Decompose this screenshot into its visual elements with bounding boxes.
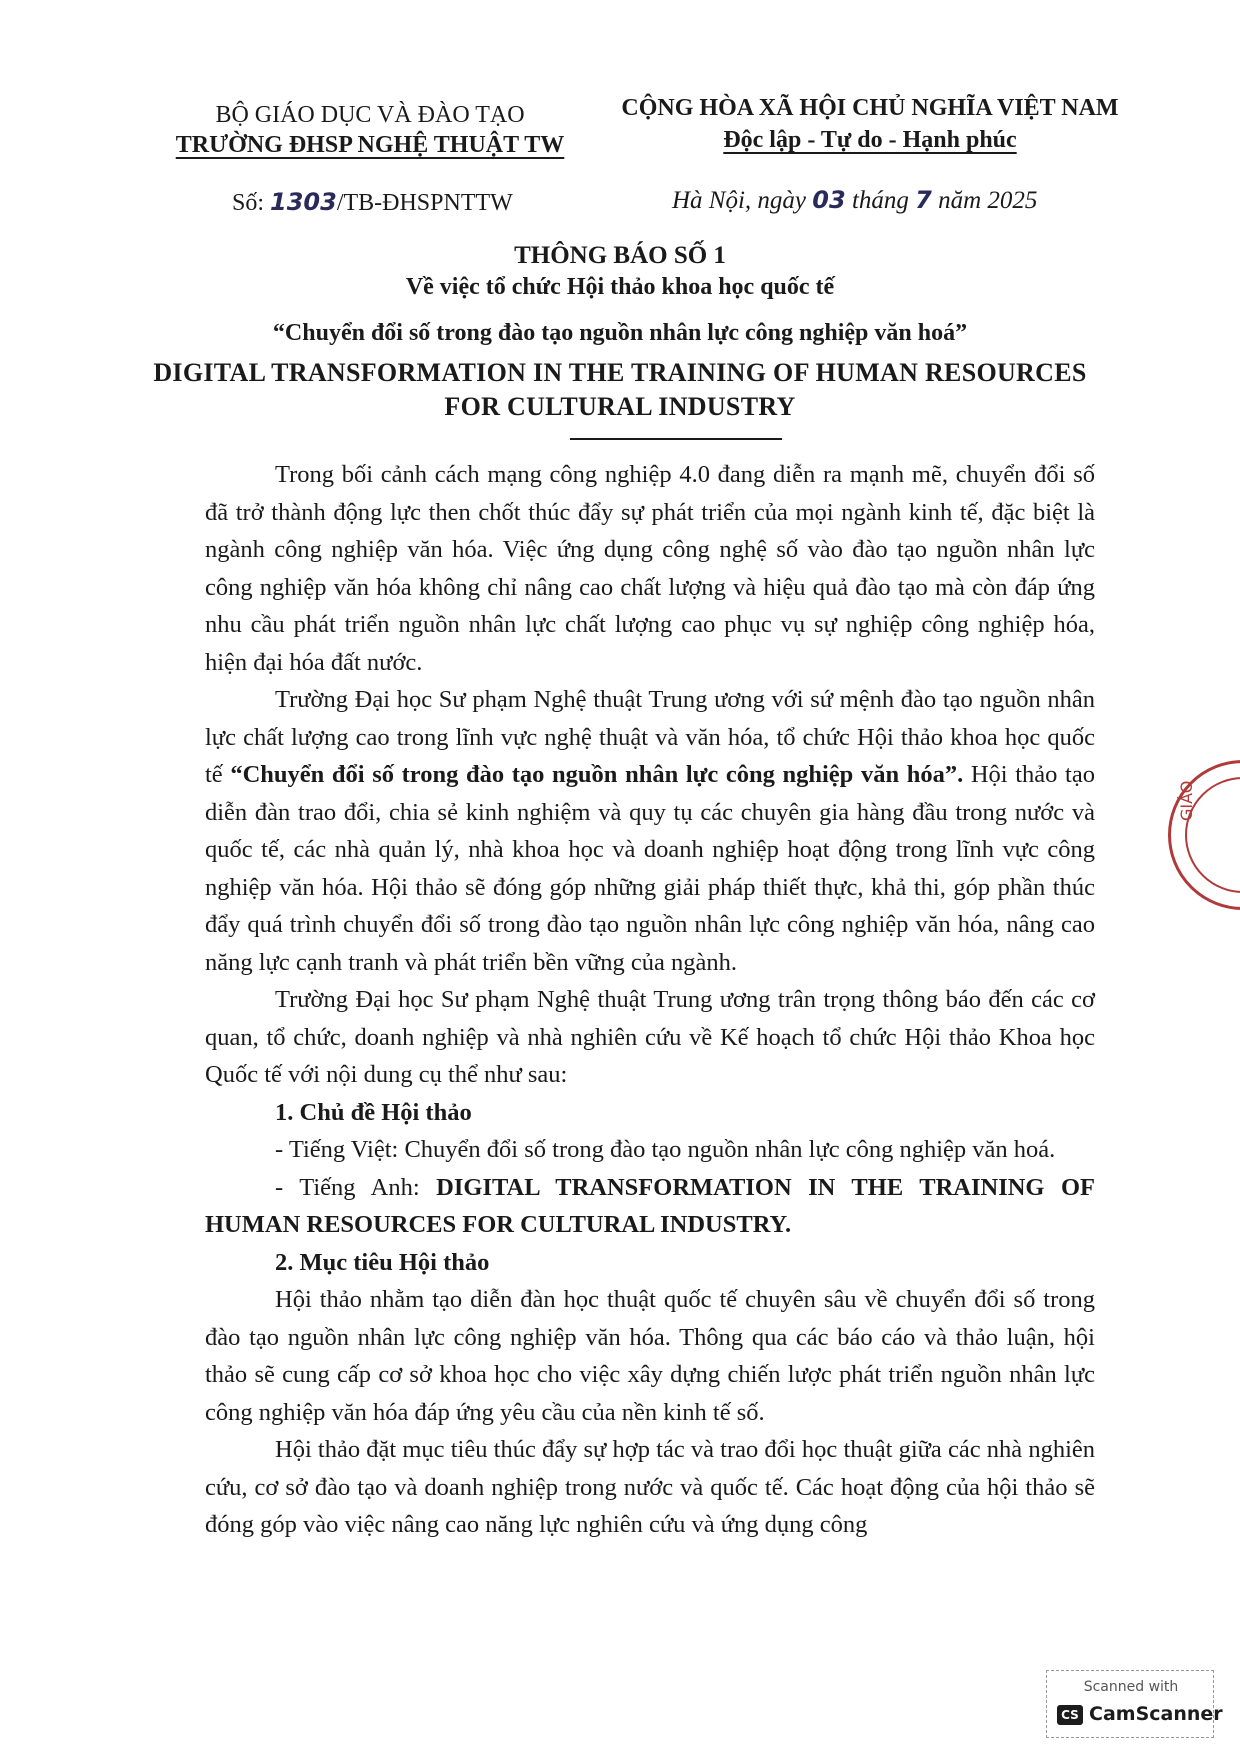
section-2-title: 2. Mục tiêu Hội thảo [275, 1248, 490, 1276]
national-header [590, 92, 1150, 156]
paragraph-context: Trong bối cảnh cách mạng công nghiệp 4.0 đang diễn ra mạnh mẽ, chuyển đổi số đã trở thành động lực then chốt thúc đẩy sự phát triển của mọi ngành kinh tế, đặc biệt là ngành công nghiệp văn hóa. Việc ứng dụng công nghệ số vào đào tạo nguồn nhân lực công nghiệp văn hóa không chỉ nâng cao chất lượng và hiệu quả đào tạo mà còn đáp ứng nhu cầu phát triển nguồn nhân lực chất lượng cao phục vụ sự nghiệp công nghiệp hóa, hiện đại hóa đất nước. [205, 461, 1095, 676]
handwritten-month: 7 [915, 186, 932, 214]
document-number [232, 188, 513, 217]
number-suffix: /TB-ĐHSPNTTW [336, 190, 513, 216]
paragraph-announcement: Trường Đại học Sư phạm Nghệ thuật Trung ương trân trọng thông báo đến các cơ quan, tổ chức, doanh nghiệp và nhà nghiên cứu về Kế hoạch tổ chức Hội thảo Khoa học Quốc tế với nội dung cụ thể như sau: [205, 986, 1095, 1088]
paragraph-objective-2: Hội thảo đặt mục tiêu thúc đẩy sự hợp tác và trao đổi học thuật giữa các nhà nghiên cứu, cơ sở đào tạo và doanh nghiệp trong nước và quốc tế. Các hoạt động của hội thảo sẽ đóng góp vào việc nâng cao năng lực nghiên cứu và ứng dụng công [205, 1436, 1095, 1538]
seal-text: GIÁO [1177, 780, 1196, 821]
handwritten-number: 1303 [270, 188, 337, 216]
theme-vi-text: Chuyển đổi số trong đào tạo nguồn nhân lực công nghiệp văn hoá. [404, 1136, 1056, 1163]
document-date [672, 186, 1037, 215]
number-prefix: Số: [232, 190, 271, 216]
document-body [205, 456, 1095, 1544]
theme-en-line [205, 1169, 1095, 1244]
theme-vi-label: - Tiếng Việt: [275, 1136, 405, 1163]
date-mid: tháng [845, 187, 916, 214]
scanner-brand: CamScanner [1089, 1703, 1223, 1725]
organizer-text-end: Hội thảo tạo diễn đàn trao đổi, chia sẻ kinh nghiệm và quy tụ các chuyên gia hàng đầu trong nước và quốc tế, các nhà quản lý, nhà khoa học và doanh nghiệp hoạt động trong lĩnh vực công nghiệp văn hóa. Hội thảo sẽ đóng góp những giải pháp thiết thực, khả thi, góp phần thúc đẩy quá trình chuyển đổi số trong đào tạo nguồn nhân lực công nghiệp văn hóa, nâng cao năng lực cạnh tranh và phát triển bền vững của ngành. [205, 761, 1095, 976]
scanner-label: Scanned with [1083, 1679, 1179, 1695]
issuer-header [150, 100, 590, 160]
title-divider [570, 438, 782, 440]
camscanner-logo-icon: CS [1057, 1705, 1083, 1725]
handwritten-day: 03 [812, 186, 846, 214]
theme-en-text: DIGITAL TRANSFORMATION IN THE TRAINING OF HUMAN RESOURCES FOR CULTURAL INDUSTRY. [205, 1173, 1096, 1238]
section-1-title: 1. Chủ đề Hội thảo [275, 1098, 472, 1126]
school-name: TRƯỜNG ĐHSP NGHỆ THUẬT TW [175, 132, 565, 158]
organizer-theme: “Chuyển đổi số trong đào tạo nguồn nhân lực công nghiệp văn hóa”. [230, 761, 964, 788]
date-suffix: năm 2025 [931, 187, 1038, 214]
date-prefix: Hà Nội, ngày [672, 187, 813, 214]
notice-subject: Về việc tổ chức Hội thảo khoa học quốc tế [405, 274, 835, 300]
paragraph-organizer [205, 681, 1095, 981]
ministry-name: BỘ GIÁO DỤC VÀ ĐÀO TẠO [215, 102, 525, 128]
theme-en-label: - Tiếng Anh: [275, 1173, 437, 1201]
theme-vietnamese: “Chuyển đổi số trong đào tạo nguồn nhân lực công nghiệp văn hoá” [272, 320, 968, 346]
country-name: CỘNG HÒA XÃ HỘI CHỦ NGHĨA VIỆT NAM [621, 95, 1119, 121]
camscanner-watermark [1046, 1670, 1223, 1738]
notice-title: THÔNG BÁO SỐ 1 [514, 242, 726, 269]
theme-vi-line [205, 1131, 1095, 1169]
national-motto: Độc lập - Tự do - Hạnh phúc [723, 127, 1017, 153]
theme-english: DIGITAL TRANSFORMATION IN THE TRAINING OF HUMAN RESOURCES FOR CULTURAL INDUSTRY [153, 358, 1087, 421]
paragraph-objective-1: Hội thảo nhằm tạo diễn đàn học thuật quốc tế chuyên sâu về chuyển đổi số trong đào tạo nguồn nhân lực công nghiệp văn hóa. Thông qua các báo cáo và thảo luận, hội thảo sẽ cung cấp cơ sở khoa học cho việc xây dựng chiến lược phát triển nguồn nhân lực công nghiệp văn hóa đáp ứng yêu cầu của nền kinh tế số. [205, 1286, 1095, 1426]
seal-stamp [1168, 760, 1240, 910]
organizer-text-start: Trường Đại học Sư phạm Nghệ thuật Trung ương với sứ mệnh đào tạo nguồn nhân lực chất lượng cao trong lĩnh vực nghệ thuật và văn hóa, tổ chức Hội thảo khoa học quốc tế [205, 686, 1095, 788]
